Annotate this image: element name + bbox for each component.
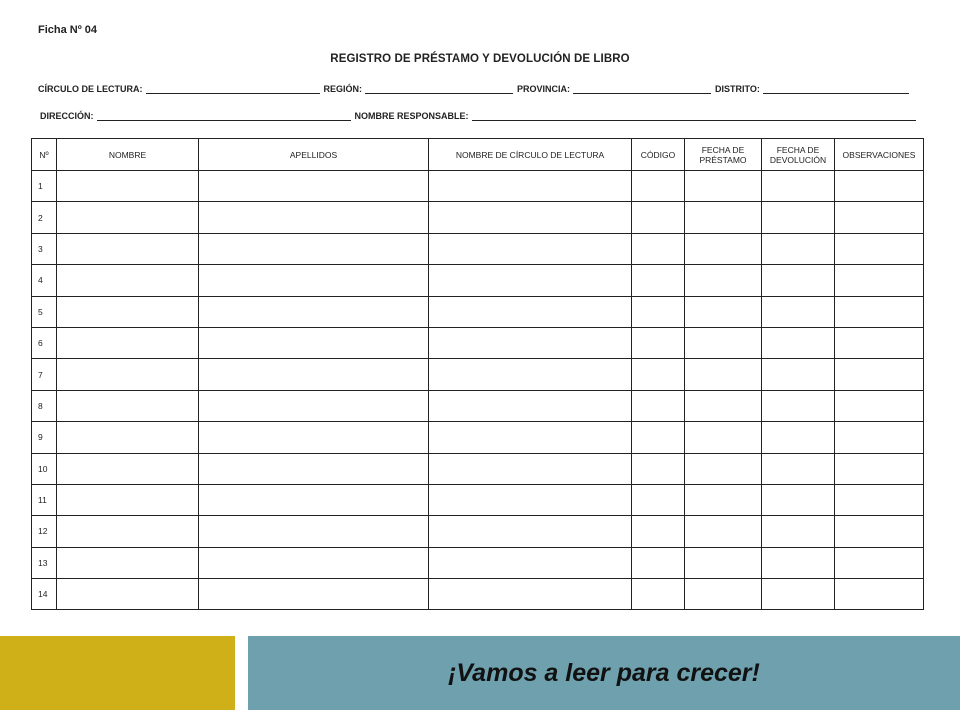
circulo-cell[interactable] bbox=[429, 171, 632, 202]
fecha-prestamo-cell[interactable] bbox=[685, 547, 762, 578]
col-header-nombre: NOMBRE bbox=[57, 139, 199, 171]
nombre-cell[interactable] bbox=[57, 265, 199, 296]
nombre-cell[interactable] bbox=[57, 453, 199, 484]
fecha-devolucion-cell[interactable] bbox=[762, 547, 835, 578]
codigo-cell[interactable] bbox=[632, 390, 685, 421]
fecha-devolucion-cell[interactable] bbox=[762, 296, 835, 327]
observaciones-cell[interactable] bbox=[835, 422, 924, 453]
col-header-apellidos: APELLIDOS bbox=[199, 139, 429, 171]
apellidos-cell[interactable] bbox=[199, 327, 429, 358]
observaciones-cell[interactable] bbox=[835, 265, 924, 296]
nombre-cell[interactable] bbox=[57, 171, 199, 202]
apellidos-cell[interactable] bbox=[199, 484, 429, 515]
observaciones-cell[interactable] bbox=[835, 516, 924, 547]
col-header-num: Nº bbox=[32, 139, 57, 171]
loan-register-table bbox=[31, 138, 924, 610]
apellidos-cell[interactable] bbox=[199, 422, 429, 453]
codigo-cell[interactable] bbox=[632, 233, 685, 264]
fecha-prestamo-cell[interactable] bbox=[685, 422, 762, 453]
circulo-label: CÍRCULO DE LECTURA: bbox=[38, 84, 143, 94]
fecha-prestamo-cell[interactable] bbox=[685, 516, 762, 547]
fecha-devolucion-cell[interactable] bbox=[762, 516, 835, 547]
distrito-field[interactable] bbox=[763, 84, 909, 94]
table-row bbox=[32, 579, 924, 610]
nombre-cell[interactable] bbox=[57, 516, 199, 547]
fecha-devolucion-cell[interactable] bbox=[762, 327, 835, 358]
table-row bbox=[32, 484, 924, 515]
table-row bbox=[32, 359, 924, 390]
table-row bbox=[32, 202, 924, 233]
circulo-cell[interactable] bbox=[429, 327, 632, 358]
fecha-prestamo-cell[interactable] bbox=[685, 390, 762, 421]
observaciones-cell[interactable] bbox=[835, 359, 924, 390]
table-row bbox=[32, 547, 924, 578]
col-header-fecha-prestamo: FECHA DE PRÉSTAMO bbox=[685, 139, 762, 171]
fecha-devolucion-cell[interactable] bbox=[762, 265, 835, 296]
codigo-cell[interactable] bbox=[632, 359, 685, 390]
observaciones-cell[interactable] bbox=[835, 233, 924, 264]
observaciones-cell[interactable] bbox=[835, 547, 924, 578]
apellidos-cell[interactable] bbox=[199, 202, 429, 233]
fecha-prestamo-cell[interactable] bbox=[685, 359, 762, 390]
codigo-cell[interactable] bbox=[632, 453, 685, 484]
fecha-prestamo-cell[interactable] bbox=[685, 265, 762, 296]
circulo-cell[interactable] bbox=[429, 296, 632, 327]
table-row bbox=[32, 422, 924, 453]
observaciones-cell[interactable] bbox=[835, 202, 924, 233]
slogan-text: ¡Vamos a leer para crecer! bbox=[448, 658, 760, 687]
circulo-cell[interactable] bbox=[429, 233, 632, 264]
observaciones-cell[interactable] bbox=[835, 453, 924, 484]
codigo-cell[interactable] bbox=[632, 516, 685, 547]
table-row bbox=[32, 296, 924, 327]
col-header-codigo: CÓDIGO bbox=[632, 139, 685, 171]
form-title: REGISTRO DE PRÉSTAMO Y DEVOLUCIÓN DE LIBRO bbox=[330, 53, 630, 65]
codigo-cell[interactable] bbox=[632, 484, 685, 515]
fecha-devolucion-cell[interactable] bbox=[762, 484, 835, 515]
table-row bbox=[32, 265, 924, 296]
col-header-circulo: NOMBRE DE CÍRCULO DE LECTURA bbox=[429, 139, 632, 171]
distrito-label: DISTRITO: bbox=[715, 84, 760, 94]
region-label: REGIÓN: bbox=[323, 84, 363, 94]
row-number: 12 bbox=[32, 516, 57, 547]
form-number: Ficha Nº 04 bbox=[38, 24, 98, 36]
fecha-devolucion-cell[interactable] bbox=[762, 171, 835, 202]
circulo-cell[interactable] bbox=[429, 359, 632, 390]
direccion-label: DIRECCIÓN: bbox=[40, 111, 94, 121]
apellidos-cell[interactable] bbox=[199, 390, 429, 421]
apellidos-cell[interactable] bbox=[199, 453, 429, 484]
circulo-field[interactable] bbox=[146, 84, 320, 94]
row-number: 5 bbox=[32, 296, 57, 327]
observaciones-cell[interactable] bbox=[835, 296, 924, 327]
row-number: 7 bbox=[32, 359, 57, 390]
fecha-prestamo-cell[interactable] bbox=[685, 233, 762, 264]
fecha-devolucion-cell[interactable] bbox=[762, 422, 835, 453]
circulo-cell[interactable] bbox=[429, 453, 632, 484]
apellidos-cell[interactable] bbox=[199, 579, 429, 610]
apellidos-cell[interactable] bbox=[199, 265, 429, 296]
apellidos-cell[interactable] bbox=[199, 359, 429, 390]
nombre-cell[interactable] bbox=[57, 202, 199, 233]
table-row bbox=[32, 233, 924, 264]
responsable-label: NOMBRE RESPONSABLE: bbox=[354, 111, 469, 121]
observaciones-cell[interactable] bbox=[835, 579, 924, 610]
row-number: 10 bbox=[32, 453, 57, 484]
col-header-fecha-devolucion: FECHA DE DEVOLUCIÓN bbox=[762, 139, 835, 171]
circulo-cell[interactable] bbox=[429, 516, 632, 547]
region-field[interactable] bbox=[365, 84, 513, 94]
circulo-cell[interactable] bbox=[429, 547, 632, 578]
circulo-cell[interactable] bbox=[429, 422, 632, 453]
provincia-field[interactable] bbox=[573, 84, 711, 94]
row-number: 2 bbox=[32, 202, 57, 233]
header-fields-row-2 bbox=[40, 111, 920, 121]
codigo-cell[interactable] bbox=[632, 265, 685, 296]
apellidos-cell[interactable] bbox=[199, 171, 429, 202]
nombre-cell[interactable] bbox=[57, 390, 199, 421]
responsable-field[interactable] bbox=[472, 111, 916, 121]
observaciones-cell[interactable] bbox=[835, 390, 924, 421]
row-number: 11 bbox=[32, 484, 57, 515]
codigo-cell[interactable] bbox=[632, 327, 685, 358]
observaciones-cell[interactable] bbox=[835, 327, 924, 358]
row-number: 9 bbox=[32, 422, 57, 453]
footer-banner bbox=[248, 636, 960, 710]
observaciones-cell[interactable] bbox=[835, 171, 924, 202]
observaciones-cell[interactable] bbox=[835, 484, 924, 515]
table-row bbox=[32, 390, 924, 421]
table-row bbox=[32, 171, 924, 202]
apellidos-cell[interactable] bbox=[199, 296, 429, 327]
col-header-observaciones: OBSERVACIONES bbox=[835, 139, 924, 171]
fecha-prestamo-cell[interactable] bbox=[685, 171, 762, 202]
provincia-label: PROVINCIA: bbox=[517, 84, 571, 94]
circulo-cell[interactable] bbox=[429, 579, 632, 610]
circulo-cell[interactable] bbox=[429, 202, 632, 233]
nombre-cell[interactable] bbox=[57, 359, 199, 390]
direccion-field[interactable] bbox=[97, 111, 351, 121]
apellidos-cell[interactable] bbox=[199, 516, 429, 547]
table-header-row bbox=[32, 139, 924, 171]
codigo-cell[interactable] bbox=[632, 296, 685, 327]
circulo-cell[interactable] bbox=[429, 265, 632, 296]
fecha-prestamo-cell[interactable] bbox=[685, 579, 762, 610]
codigo-cell[interactable] bbox=[632, 547, 685, 578]
nombre-cell[interactable] bbox=[57, 484, 199, 515]
circulo-cell[interactable] bbox=[429, 390, 632, 421]
fecha-devolucion-cell[interactable] bbox=[762, 579, 835, 610]
codigo-cell[interactable] bbox=[632, 422, 685, 453]
row-number: 1 bbox=[32, 171, 57, 202]
nombre-cell[interactable] bbox=[57, 327, 199, 358]
nombre-cell[interactable] bbox=[57, 422, 199, 453]
fecha-prestamo-cell[interactable] bbox=[685, 453, 762, 484]
fecha-prestamo-cell[interactable] bbox=[685, 296, 762, 327]
row-number: 13 bbox=[32, 547, 57, 578]
row-number: 14 bbox=[32, 579, 57, 610]
table-body bbox=[32, 171, 924, 610]
row-number: 3 bbox=[32, 233, 57, 264]
apellidos-cell[interactable] bbox=[199, 233, 429, 264]
row-number: 8 bbox=[32, 390, 57, 421]
codigo-cell[interactable] bbox=[632, 579, 685, 610]
fecha-devolucion-cell[interactable] bbox=[762, 233, 835, 264]
fecha-devolucion-cell[interactable] bbox=[762, 202, 835, 233]
header-fields-row-1 bbox=[38, 84, 913, 94]
nombre-cell[interactable] bbox=[57, 233, 199, 264]
fecha-prestamo-cell[interactable] bbox=[685, 202, 762, 233]
table-row bbox=[32, 453, 924, 484]
table-row bbox=[32, 327, 924, 358]
footer-accent-block bbox=[0, 636, 235, 710]
table-row bbox=[32, 516, 924, 547]
fecha-devolucion-cell[interactable] bbox=[762, 390, 835, 421]
nombre-cell[interactable] bbox=[57, 579, 199, 610]
nombre-cell[interactable] bbox=[57, 547, 199, 578]
fecha-prestamo-cell[interactable] bbox=[685, 327, 762, 358]
row-number: 6 bbox=[32, 327, 57, 358]
codigo-cell[interactable] bbox=[632, 171, 685, 202]
apellidos-cell[interactable] bbox=[199, 547, 429, 578]
fecha-prestamo-cell[interactable] bbox=[685, 484, 762, 515]
row-number: 4 bbox=[32, 265, 57, 296]
fecha-devolucion-cell[interactable] bbox=[762, 359, 835, 390]
nombre-cell[interactable] bbox=[57, 296, 199, 327]
circulo-cell[interactable] bbox=[429, 484, 632, 515]
fecha-devolucion-cell[interactable] bbox=[762, 453, 835, 484]
codigo-cell[interactable] bbox=[632, 202, 685, 233]
